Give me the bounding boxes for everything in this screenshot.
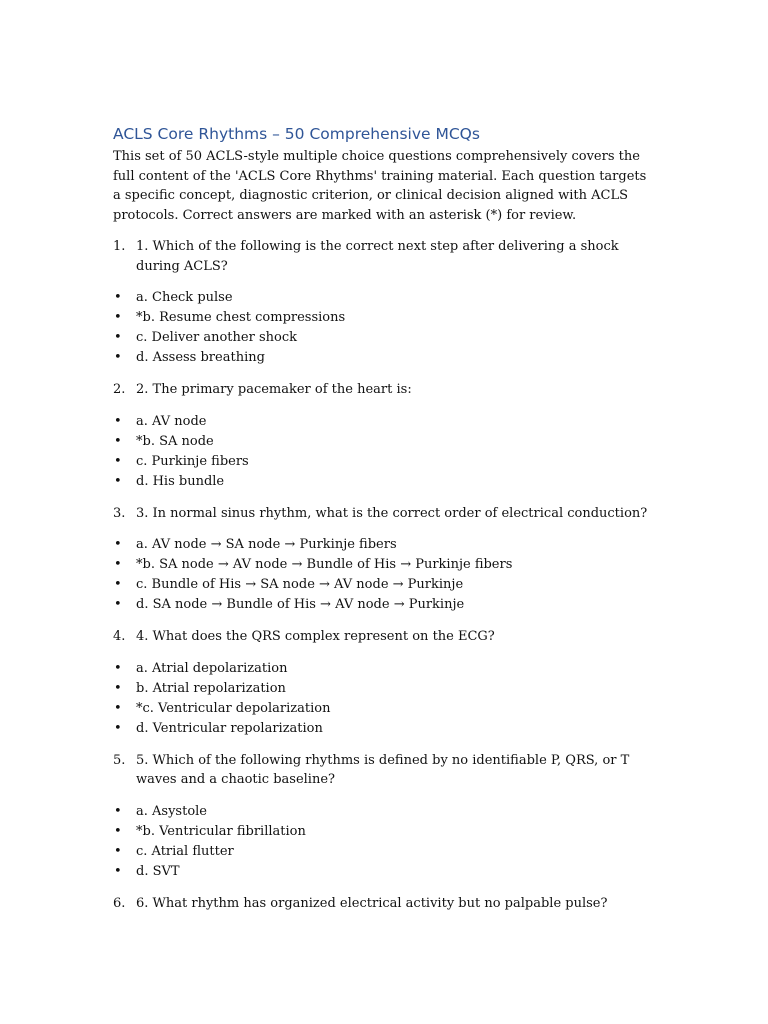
question-item [113, 751, 658, 790]
question-text: 1. Which of the following is the correct next step after delivering a shock during ACLS? [136, 239, 619, 274]
option-text: *b. Ventricular fibrillation [136, 823, 306, 839]
option-list [113, 802, 658, 882]
option-list [113, 412, 658, 492]
bullet-icon: • [114, 720, 122, 736]
bullet-icon: • [114, 823, 122, 839]
question-text: 2. The primary pacemaker of the heart is: [136, 382, 412, 397]
bullet-icon: • [114, 577, 122, 592]
bullet-icon: • [114, 803, 122, 819]
answer-option [113, 288, 658, 308]
answer-option [113, 472, 658, 492]
bullet-icon: • [114, 433, 122, 449]
question-number: 4. [113, 629, 126, 644]
answer-option [113, 842, 658, 862]
bullet-icon: • [114, 597, 122, 612]
option-list [113, 659, 658, 739]
answer-option [113, 328, 658, 348]
question-number: 5. [113, 752, 126, 768]
answer-option [113, 308, 658, 328]
question-number: 1. [113, 239, 126, 254]
bullet-icon: • [114, 863, 122, 879]
question-item [113, 237, 658, 276]
bullet-icon: • [114, 413, 122, 429]
option-text: d. SA node → Bundle of His → AV node → Purkinje [136, 597, 465, 612]
answer-option [113, 659, 658, 679]
document-title: ACLS Core Rhythms – 50 Comprehensive MCQs [113, 125, 480, 143]
answer-option [113, 348, 658, 368]
option-text: a. Asystole [136, 803, 207, 819]
option-text: a. AV node [136, 413, 207, 429]
question-text: 3. In normal sinus rhythm, what is the correct order of electrical conduction? [136, 505, 648, 521]
bullet-icon: • [114, 537, 122, 552]
option-text: d. Ventricular repolarization [136, 720, 323, 736]
question-item [113, 894, 658, 914]
question-text: 4. What does the QRS complex represent on the ECG? [136, 629, 495, 644]
answer-option [113, 822, 658, 842]
bullet-icon: • [114, 350, 122, 365]
question-text: 5. Which of the following rhythms is defined by no identifiable P, QRS, or T waves and a chaotic baseline? [136, 752, 630, 787]
option-text: c. Bundle of His → SA node → AV node → Purkinje [136, 577, 464, 592]
option-list [113, 535, 658, 615]
option-text: *b. SA node → AV node → Bundle of His → Purkinje fibers [136, 557, 513, 572]
option-text: d. His bundle [136, 473, 225, 489]
option-text: *b. Resume chest compressions [136, 310, 346, 325]
bullet-icon: • [114, 310, 122, 325]
option-text: *c. Ventricular depolarization [136, 700, 331, 716]
question-item [113, 504, 658, 524]
intro-paragraph: This set of 50 ACLS-style multiple choice questions comprehensively covers the full content of the 'ACLS Core Rhythms' training material. Each question targets a specific concept, diagnostic criterion, or clinical decision aligned with ACLS protocols. Correct answers are marked with an asterisk (*) for review. [113, 149, 647, 223]
answer-option [113, 719, 658, 739]
option-text: a. AV node → SA node → Purkinje fibers [136, 537, 397, 552]
document-page [113, 124, 658, 925]
answer-option [113, 699, 658, 719]
answer-option [113, 802, 658, 822]
option-text: d. SVT [136, 863, 180, 879]
answer-option [113, 452, 658, 472]
question-number: 3. [113, 505, 126, 521]
question-list [113, 237, 658, 913]
option-text: c. Deliver another shock [136, 330, 297, 345]
option-text: a. Check pulse [136, 290, 233, 305]
question-number: 2. [113, 382, 126, 397]
bullet-icon: • [114, 473, 122, 489]
question-item [113, 380, 658, 400]
question-item [113, 627, 658, 647]
answer-option [113, 535, 658, 555]
option-text: *b. SA node [136, 433, 214, 449]
bullet-icon: • [114, 330, 122, 345]
answer-option [113, 575, 658, 595]
bullet-icon: • [114, 453, 122, 469]
bullet-icon: • [114, 290, 122, 305]
answer-option [113, 679, 658, 699]
option-text: c. Purkinje fibers [136, 453, 249, 469]
question-number: 6. [113, 895, 126, 911]
answer-option [113, 862, 658, 882]
option-list [113, 288, 658, 368]
answer-option [113, 432, 658, 452]
bullet-icon: • [114, 557, 122, 572]
bullet-icon: • [114, 700, 122, 716]
option-text: d. Assess breathing [136, 350, 265, 365]
option-text: c. Atrial flutter [136, 843, 234, 859]
option-text: a. Atrial depolarization [136, 660, 288, 676]
question-text: 6. What rhythm has organized electrical activity but no palpable pulse? [136, 895, 608, 911]
answer-option [113, 555, 658, 575]
bullet-icon: • [114, 843, 122, 859]
answer-option [113, 412, 658, 432]
bullet-icon: • [114, 680, 122, 696]
bullet-icon: • [114, 660, 122, 676]
option-text: b. Atrial repolarization [136, 680, 286, 696]
answer-option [113, 595, 658, 615]
